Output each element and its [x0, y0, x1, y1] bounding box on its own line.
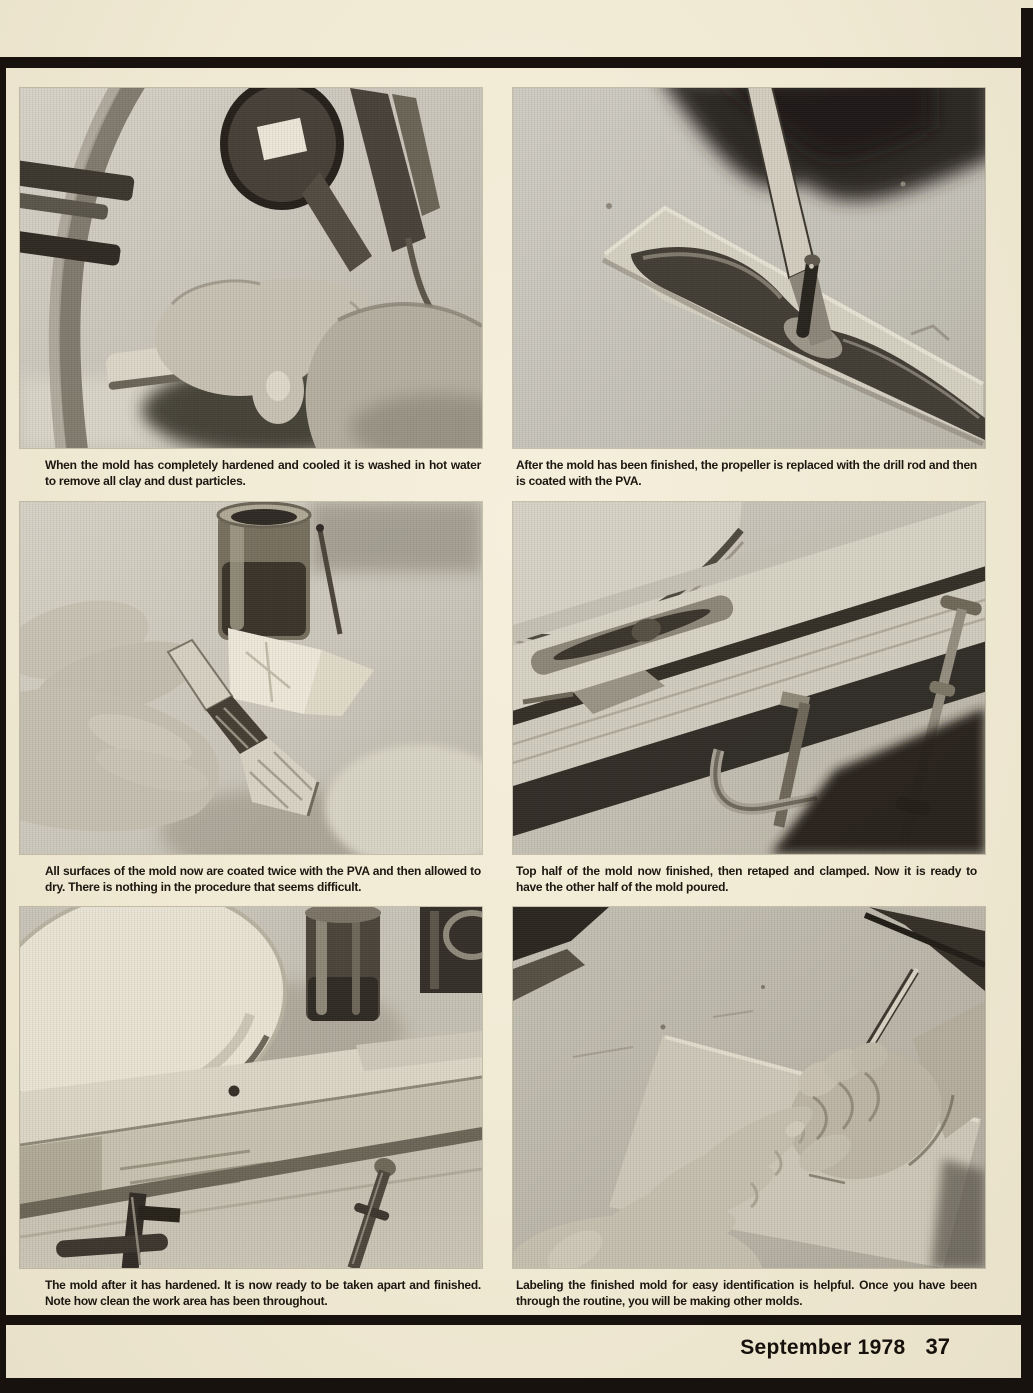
issue-date: September 1978 [740, 1336, 906, 1359]
photo-labeling-finished-mold [513, 907, 985, 1268]
bottom-rule [0, 1315, 1033, 1325]
photo-washing-hardened-mold [20, 88, 482, 448]
figure-caption: The mold after it has hardened. It is now ready to be taken apart and finished. Note how clean the work area has been throughout. [45, 1278, 481, 1309]
page-footer [740, 1334, 950, 1360]
photo-hardened-mold-ready [20, 907, 482, 1268]
photo-top-half-retaped-and-clamped [513, 502, 985, 854]
figure-4 [513, 502, 985, 895]
figure-caption: All surfaces of the mold now are coated twice with the PVA and then allowed to dry. There is nothing in the procedure that seems difficult. [45, 864, 481, 895]
right-page-edge [1021, 8, 1033, 1393]
figure-3 [20, 502, 482, 895]
figure-5 [20, 907, 482, 1309]
page-number: 37 [925, 1334, 950, 1359]
photo-coating-mold-with-pva [20, 502, 482, 854]
left-page-edge [0, 57, 6, 1393]
photo-mold-with-drill-rod [513, 88, 985, 448]
figure-caption: When the mold has completely hardened and cooled it is washed in hot water to remove all clay and dust particles. [45, 458, 481, 489]
figure-2 [513, 88, 985, 489]
figure-caption: Labeling the finished mold for easy identification is helpful. Once you have been through the routine, you will be making other molds. [516, 1278, 977, 1309]
top-rule [0, 57, 1033, 68]
figure-caption: Top half of the mold now finished, then retaped and clamped. Now it is ready to have the other half of the mold poured. [516, 864, 977, 895]
figure-caption: After the mold has been finished, the propeller is replaced with the drill rod and then is coated with the PVA. [516, 458, 977, 489]
figure-6 [513, 907, 985, 1309]
figure-1 [20, 88, 482, 489]
bottom-page-edge [0, 1378, 1033, 1393]
